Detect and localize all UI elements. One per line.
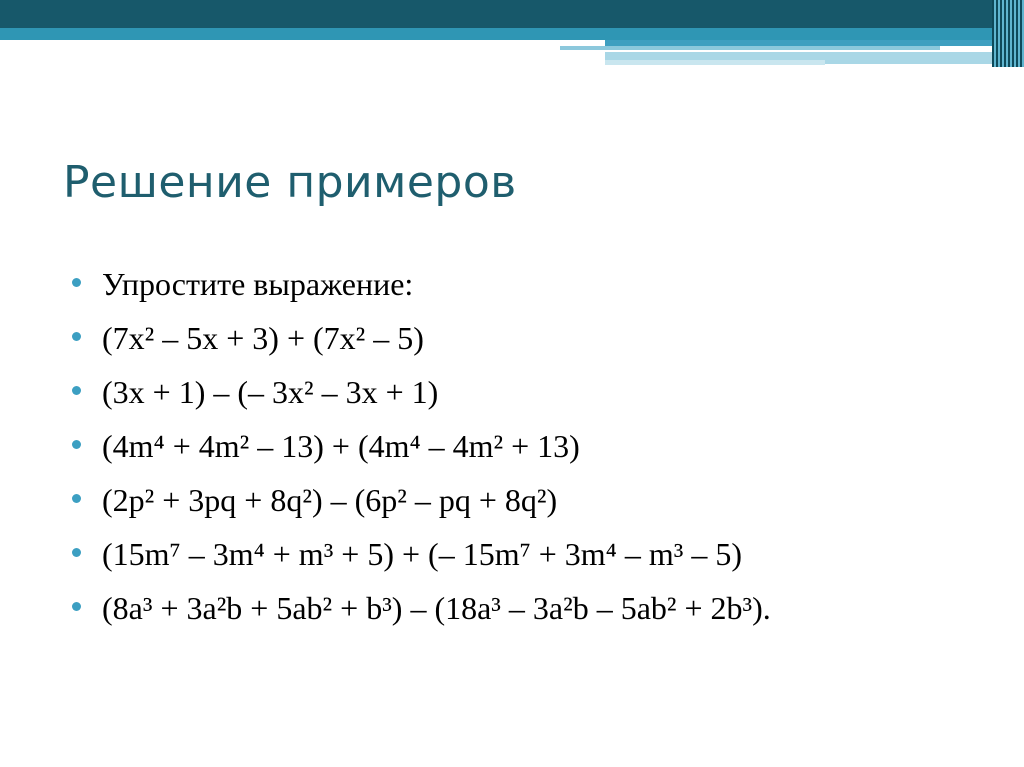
- header-band-dark: [0, 0, 1024, 28]
- header-band-stripes: [992, 0, 1024, 67]
- bullet-item-expression: [70, 529, 970, 579]
- bullet-list: [70, 259, 970, 637]
- bullet-item-expression: [70, 421, 970, 471]
- bullet-item-expression: [70, 583, 970, 633]
- bullet-item-expression: [70, 475, 970, 525]
- bullet-text: (7x² – 5x + 3) + (7x² – 5): [102, 320, 424, 356]
- bullet-dot-icon: [72, 548, 81, 557]
- header-band-accent: [605, 60, 825, 65]
- bullet-text: Упростите выражение:: [102, 266, 414, 302]
- bullet-dot-icon: [72, 602, 81, 611]
- bullet-item-expression: [70, 313, 970, 363]
- bullet-item-instruction: [70, 259, 970, 309]
- bullet-dot-icon: [72, 278, 81, 287]
- bullet-dot-icon: [72, 386, 81, 395]
- bullet-dot-icon: [72, 440, 81, 449]
- header-band-accent: [560, 46, 940, 50]
- bullet-item-expression: [70, 367, 970, 417]
- header-band: [0, 0, 1024, 67]
- bullet-text: (2p² + 3pq + 8q²) – (6p² – pq + 8q²): [102, 482, 558, 518]
- bullet-text: (15m⁷ – 3m⁴ + m³ + 5) + (– 15m⁷ + 3m⁴ – m³ – 5): [102, 536, 742, 572]
- bullet-text: (3x + 1) – (– 3x² – 3x + 1): [102, 374, 439, 410]
- bullet-dot-icon: [72, 494, 81, 503]
- bullet-text: (4m⁴ + 4m² – 13) + (4m⁴ – 4m² + 13): [102, 428, 580, 464]
- slide-title: Решение примеров: [63, 157, 517, 208]
- header-band-mid: [0, 28, 1024, 40]
- bullet-text: (8a³ + 3a²b + 5ab² + b³) – (18a³ – 3a²b – 5ab² + 2b³).: [102, 590, 771, 626]
- bullet-dot-icon: [72, 332, 81, 341]
